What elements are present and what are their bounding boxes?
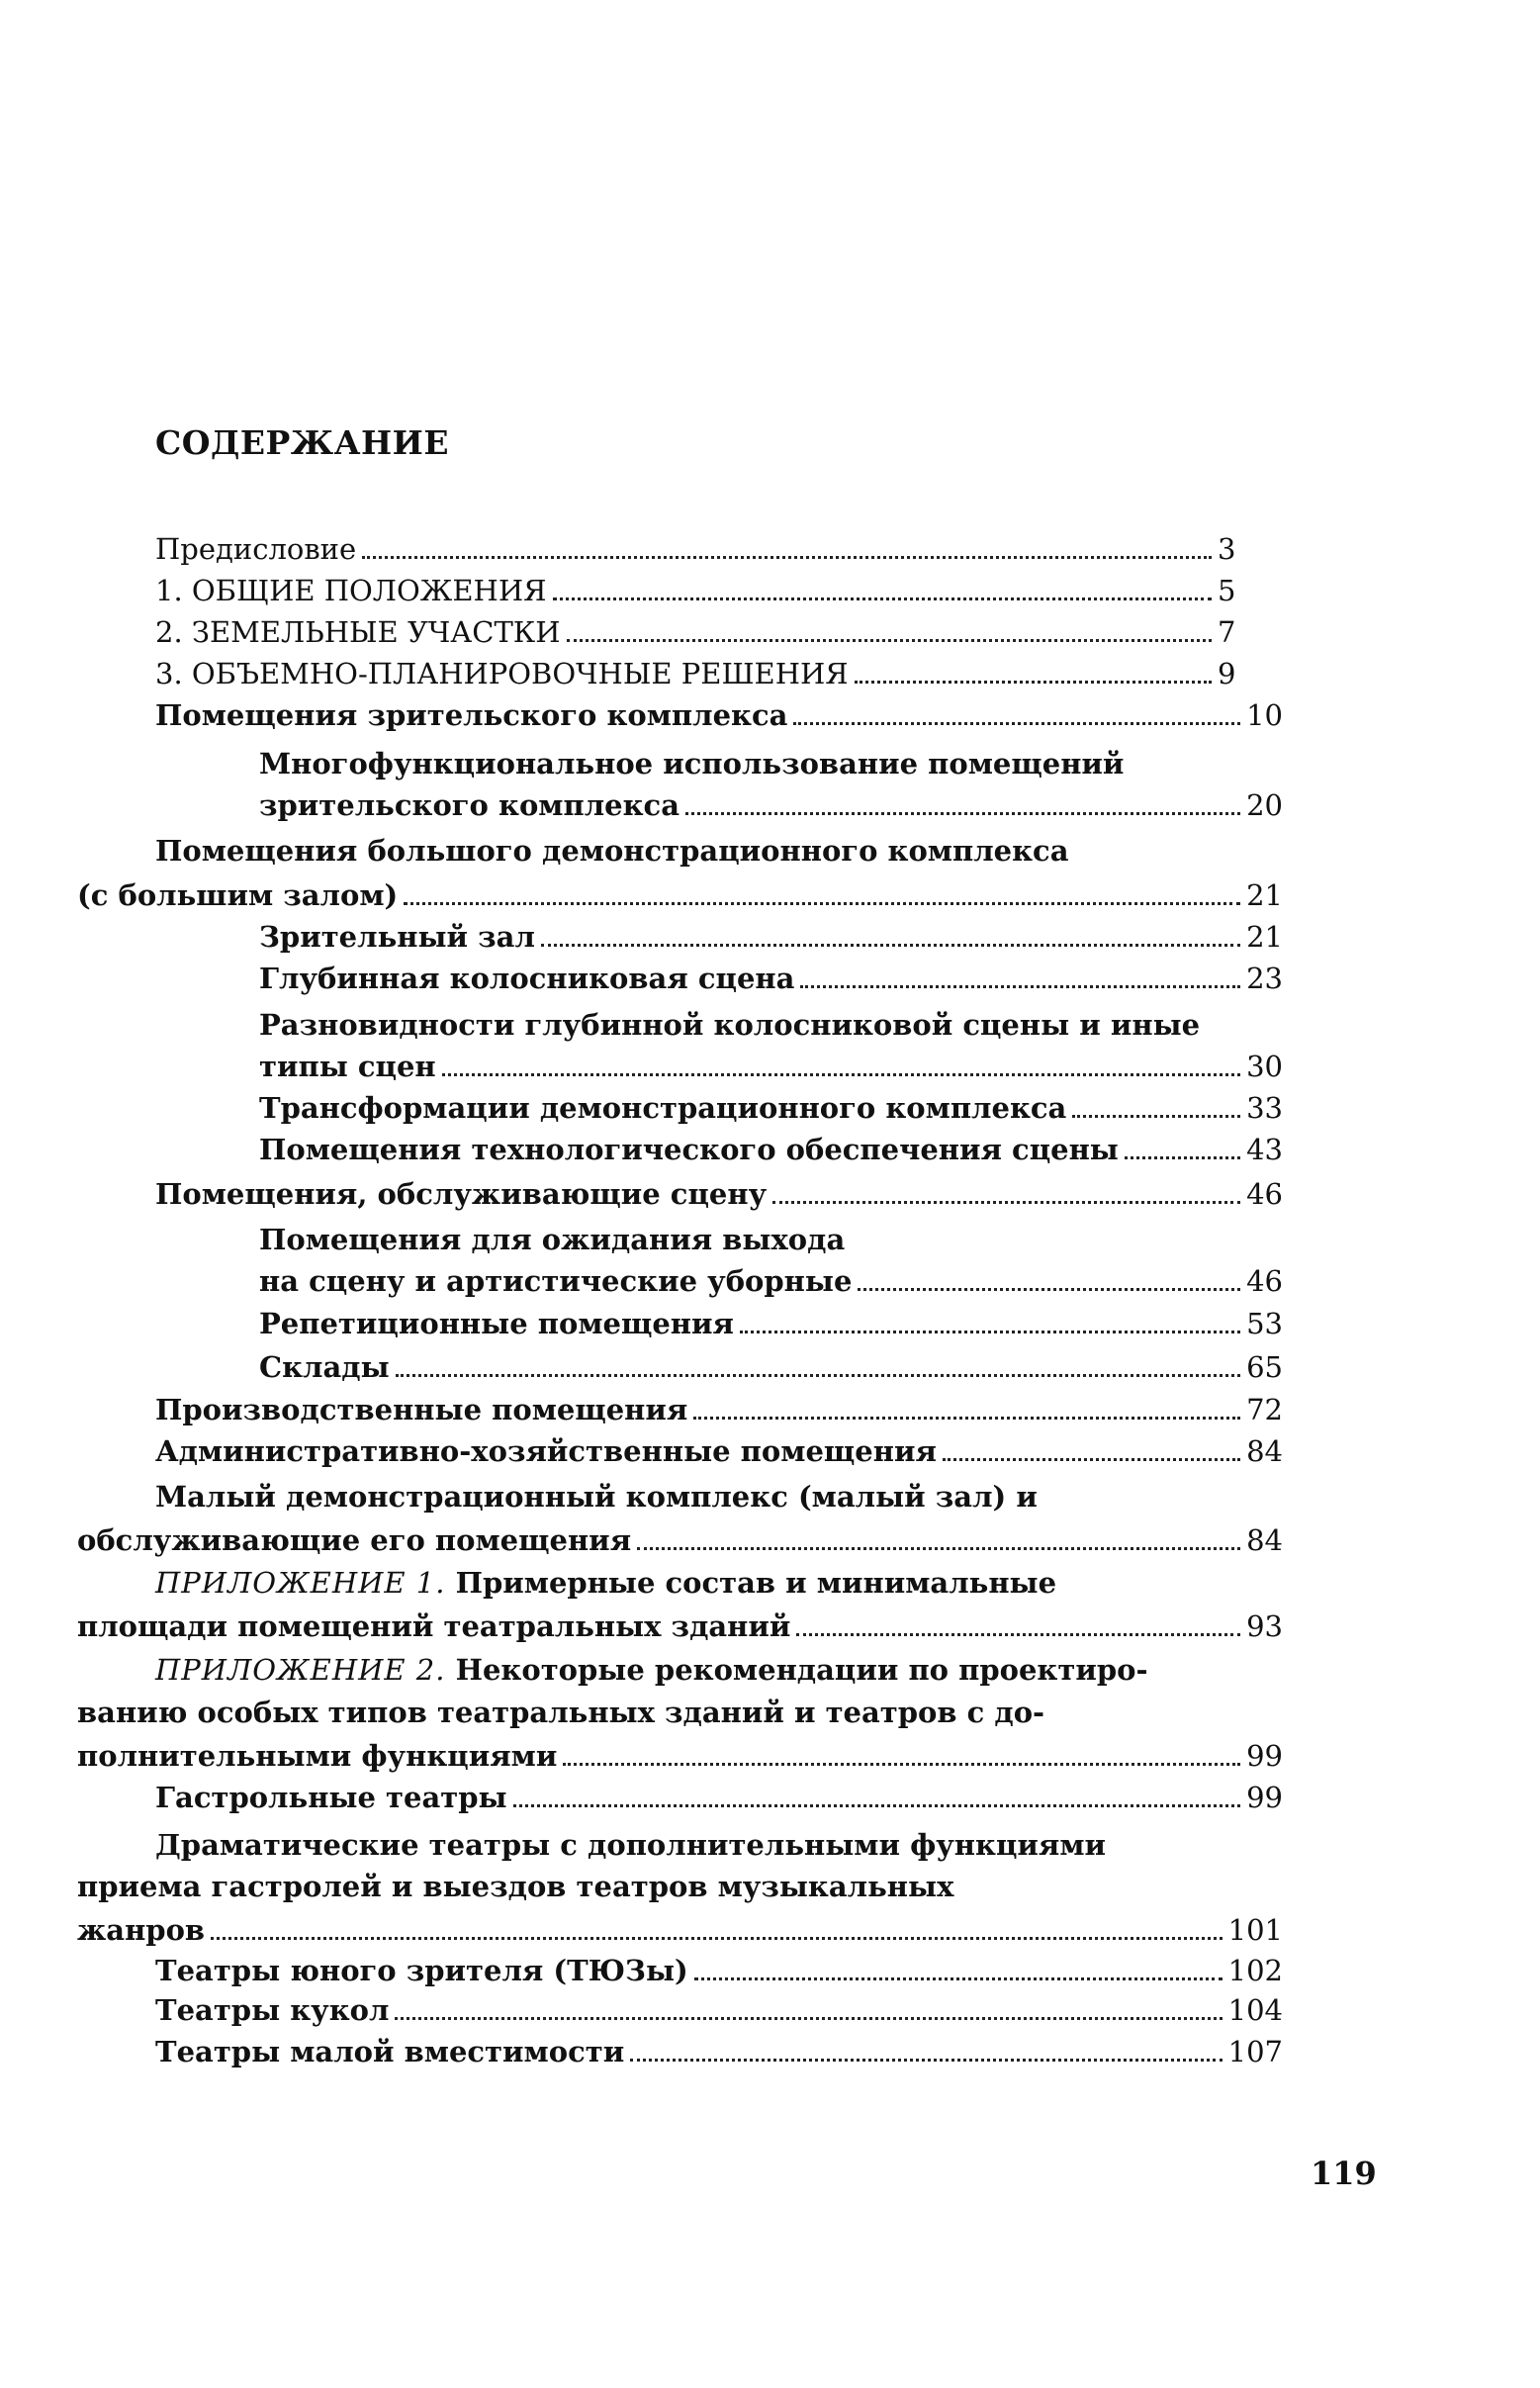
toc-entry-title: площади помещений театральных зданий [77,1609,791,1643]
dot-leader [630,2059,1222,2062]
toc-entry-title-line: Помещения большого демонстрационного комплекса [155,834,1069,868]
appendix-title: Некоторые рекомендации по проектиро- [455,1653,1148,1687]
dot-leader [513,1804,1241,1807]
dot-leader [858,1288,1240,1291]
toc-entry-title-line: приема гастролей и выездов театров музыкальных [77,1870,954,1903]
toc-entry-title-line: Драматические театры с дополнительными функциями [155,1828,1107,1862]
toc-entry-page: 84 [1246,1434,1283,1468]
toc-entry-title-line: Многофункциональное использование помещений [259,747,1125,781]
toc-entry [259,917,1283,957]
toc-entry-title: Помещения, обслуживающие сцену [155,1177,768,1211]
toc-entry-page: 101 [1227,1913,1283,1947]
dot-leader [567,639,1212,642]
toc-entry-title: типы сцен [259,1050,436,1083]
dot-leader [396,1374,1240,1377]
toc-entry-title: Театры кукол [155,1993,390,2027]
toc-entry-page: 93 [1246,1609,1283,1643]
toc-entry-page: 46 [1246,1264,1283,1298]
toc-entry-title: Помещения зрительского комплекса [155,698,788,732]
toc-entry [155,1951,1283,1990]
toc-entry-page: 30 [1246,1050,1283,1083]
toc-entry-page: 65 [1246,1350,1283,1384]
toc-entry-title: жанров [77,1913,206,1947]
toc-heading: СОДЕРЖАНИЕ [155,423,450,462]
toc-entry-page: 84 [1246,1523,1283,1557]
appendix-label: ПРИЛОЖЕНИЕ 2. [155,1653,446,1687]
toc-entry [155,1990,1283,2030]
dot-leader [541,944,1240,947]
toc-entry [259,1088,1283,1128]
toc-entry [155,1174,1283,1214]
dot-leader [1125,1156,1240,1159]
dot-leader [855,681,1212,684]
toc-entry-title-line: Помещения для ожидания выхода [259,1223,846,1256]
toc-entry-title: зрительского комплекса [259,788,679,822]
appendix-title: Примерные состав и минимальные [455,1566,1057,1600]
toc-entry-page: 43 [1246,1133,1283,1166]
dot-leader [553,597,1212,600]
toc-entry-page: 9 [1218,657,1236,690]
toc-entry-title: 2. ЗЕМЕЛЬНЫЕ УЧАСТКИ [155,615,561,649]
toc-entry-title: Склады [259,1350,390,1384]
toc-entry [259,1047,1283,1086]
dot-leader [685,812,1240,815]
toc-entry-title: Гастрольные театры [155,1781,507,1814]
toc-entry-title: Трансформации демонстрационного комплекса [259,1091,1067,1125]
toc-entry-page: 21 [1246,878,1283,912]
toc-entry-title-line [155,1563,1056,1603]
toc-entry [155,571,1253,610]
toc-entry-page: 5 [1218,574,1236,607]
toc-entry-page: 3 [1218,532,1236,566]
toc-entry-title: на сцену и артистические уборные [259,1264,853,1298]
toc-entry-title: Административно-хозяйственные помещения [155,1434,937,1468]
toc-entry-page: 23 [1246,962,1283,995]
toc-entry-page: 99 [1246,1781,1283,1814]
toc-entry-title: 1. ОБЩИЕ ПОЛОЖЕНИЯ [155,574,547,607]
toc-entry-title: обслуживающие его помещения [77,1523,632,1557]
toc-entry-page: 33 [1246,1091,1283,1125]
toc-entry-page: 102 [1227,1954,1283,1987]
dot-leader [693,1417,1240,1420]
dot-leader [404,902,1240,905]
toc-entry-page: 7 [1218,615,1236,649]
dot-leader [793,722,1240,725]
toc-entry-title: Помещения технологического обеспечения сцены [259,1133,1119,1166]
dot-leader [563,1763,1240,1766]
toc-entry [259,1130,1283,1169]
toc-entry [259,959,1283,998]
toc-entry-title: Глубинная колосниковая сцена [259,962,795,995]
dot-leader [772,1201,1240,1204]
toc-entry-title: Предисловие [155,532,357,566]
dot-leader [442,1073,1240,1076]
toc-entry-title: 3. ОБЪЕМНО-ПЛАНИРОВОЧНЫЕ РЕШЕНИЯ [155,657,849,690]
toc-entry-title: Производственные помещения [155,1393,688,1426]
dot-leader [637,1547,1240,1550]
page-number: 119 [1311,2155,1377,2192]
toc-entry-title-line: Разновидности глубинной колосниковой сцены и иные [259,1008,1201,1042]
toc-entry [259,1261,1283,1301]
toc-entry [259,785,1283,825]
dot-leader [211,1937,1223,1940]
toc-entry [155,612,1253,652]
toc-entry [155,654,1253,693]
toc-entry-page: 21 [1246,920,1283,954]
toc-entry-page: 20 [1246,788,1283,822]
toc-entry [77,1736,1283,1776]
toc-entry [155,1778,1283,1817]
toc-entry-page: 53 [1246,1307,1283,1340]
toc-entry-page: 104 [1227,1993,1283,2027]
dot-leader [796,1633,1240,1636]
toc-entry [77,1910,1283,1950]
dot-leader [800,985,1240,988]
toc-entry-page: 10 [1246,698,1283,732]
dot-leader [740,1331,1240,1333]
dot-leader [943,1458,1240,1461]
toc-entry [259,1304,1283,1343]
dot-leader [362,556,1212,559]
toc-entry [155,695,1283,735]
dot-leader [1072,1115,1240,1118]
toc-entry-page: 46 [1246,1177,1283,1211]
toc-entry-title-line [155,1650,1148,1690]
toc-entry [155,529,1253,569]
toc-entry-title: Зрительный зал [259,920,535,954]
toc-entry-page: 72 [1246,1393,1283,1426]
toc-entry-page: 107 [1227,2035,1283,2068]
toc-entry [77,1520,1283,1560]
toc-entry [155,1431,1283,1471]
toc-entry [77,1607,1283,1646]
toc-entry-title: (с большим залом) [77,878,399,912]
toc-entry-title-line: Малый демонстрационный комплекс (малый зал) и [155,1480,1038,1514]
toc-entry-title: Театры юного зрителя (ТЮЗы) [155,1954,688,1987]
dot-leader [694,1977,1223,1980]
appendix-label: ПРИЛОЖЕНИЕ 1. [155,1566,446,1600]
toc-entry-page: 99 [1246,1739,1283,1773]
toc-entry-title: Театры малой вместимости [155,2035,625,2068]
toc-entry [155,2032,1283,2071]
toc-entry [77,875,1283,915]
toc-entry-title: полнительными функциями [77,1739,558,1773]
toc-entry-title-line: ванию особых типов театральных зданий и театров с до- [77,1696,1045,1729]
toc-entry [155,1390,1283,1429]
toc-entry [259,1347,1283,1387]
toc-entry-title: Репетиционные помещения [259,1307,734,1340]
dot-leader [395,2017,1222,2020]
